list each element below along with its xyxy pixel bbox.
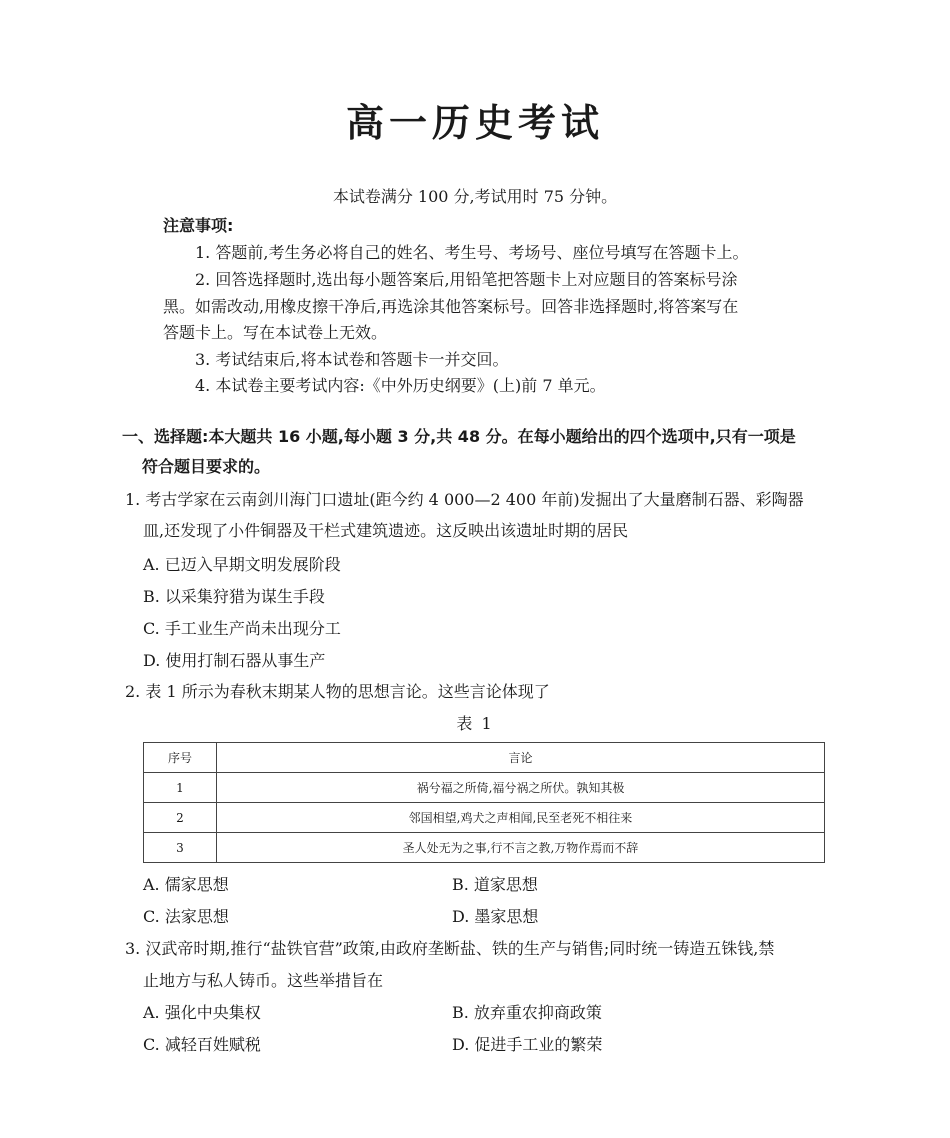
- q1-option-d: D. 使用打制石器从事生产: [143, 651, 326, 670]
- exam-title: 高一历史考试: [345, 101, 604, 145]
- question-1-stem-cont: 皿,还发现了小件铜器及干栏式建筑遗迹。这反映出该遗址时期的居民: [143, 521, 629, 540]
- table-cell-number: 2: [144, 803, 217, 833]
- notice-line: 1. 答题前,考生务必将自己的姓名、考生号、考场号、座位号填写在答题卡上。: [195, 243, 749, 262]
- exam-subtitle: 本试卷满分 100 分,考试用时 75 分钟。: [332, 187, 618, 206]
- question-3-stem-cont: 止地方与私人铸币。这些举措旨在: [143, 971, 384, 990]
- q3-option-c: C. 减轻百姓赋税: [143, 1035, 261, 1054]
- table-cell-quote: 祸兮福之所倚,福兮祸之所伏。孰知其极: [217, 773, 825, 803]
- notice-line: 黑。如需改动,用橡皮擦干净后,再选涂其他答案标号。回答非选择题时,将答案写在: [163, 297, 739, 316]
- q1-option-a: A. 已迈入早期文明发展阶段: [143, 555, 341, 574]
- q2-option-c: C. 法家思想: [143, 907, 229, 926]
- q3-option-a: A. 强化中央集权: [143, 1003, 261, 1022]
- notice-line: 3. 考试结束后,将本试卷和答题卡一并交回。: [195, 350, 509, 369]
- notice-line: 4. 本试卷主要考试内容:《中外历史纲要》(上)前 7 单元。: [195, 376, 606, 395]
- table-header-quote: 言论: [217, 743, 825, 773]
- q1-option-c: C. 手工业生产尚未出现分工: [143, 619, 341, 638]
- question-2-stem: 2. 表 1 所示为春秋末期某人物的思想言论。这些言论体现了: [125, 682, 550, 701]
- question-3-stem: 3. 汉武帝时期,推行“盐铁官营”政策,由政府垄断盐、铁的生产与销售;同时统一铸造五铢钱,禁: [125, 939, 775, 958]
- q2-option-a: A. 儒家思想: [143, 875, 229, 894]
- table-caption: 表 1: [456, 714, 494, 733]
- table-cell-number: 3: [144, 833, 217, 863]
- q3-option-b: B. 放弃重农抑商政策: [452, 1003, 602, 1022]
- table-cell-quote: 邻国相望,鸡犬之声相闻,民至老死不相往来: [217, 803, 825, 833]
- table-header-number: 序号: [144, 743, 217, 773]
- section-heading-cont: 符合题目要求的。: [142, 457, 271, 476]
- q1-option-b: B. 以采集狩猎为谋生手段: [143, 587, 325, 606]
- section-heading: 一、选择题:本大题共 16 小题,每小题 3 分,共 48 分。在每小题给出的四个选项中,只有一项是: [122, 427, 796, 446]
- q2-option-d: D. 墨家思想: [452, 907, 539, 926]
- table-cell-number: 1: [144, 773, 217, 803]
- table-row: [144, 833, 825, 863]
- table-cell-quote: 圣人处无为之事,行不言之教,万物作焉而不辞: [217, 833, 825, 863]
- question-1-stem: 1. 考古学家在云南剑川海门口遗址(距今约 4 000—2 400 年前)发掘出了大量磨制石器、彩陶器: [125, 490, 804, 509]
- notice-line: 答题卡上。写在本试卷上无效。: [163, 323, 388, 342]
- notice-line: 2. 回答选择题时,选出每小题答案后,用铅笔把答题卡上对应题目的答案标号涂: [195, 270, 738, 289]
- table-row: [144, 803, 825, 833]
- table-row: [144, 773, 825, 803]
- q2-option-b: B. 道家思想: [452, 875, 538, 894]
- notice-heading: 注意事项:: [163, 216, 234, 235]
- q3-option-d: D. 促进手工业的繁荣: [452, 1035, 603, 1054]
- quotes-table: [143, 742, 825, 863]
- table-header-row: [144, 743, 825, 773]
